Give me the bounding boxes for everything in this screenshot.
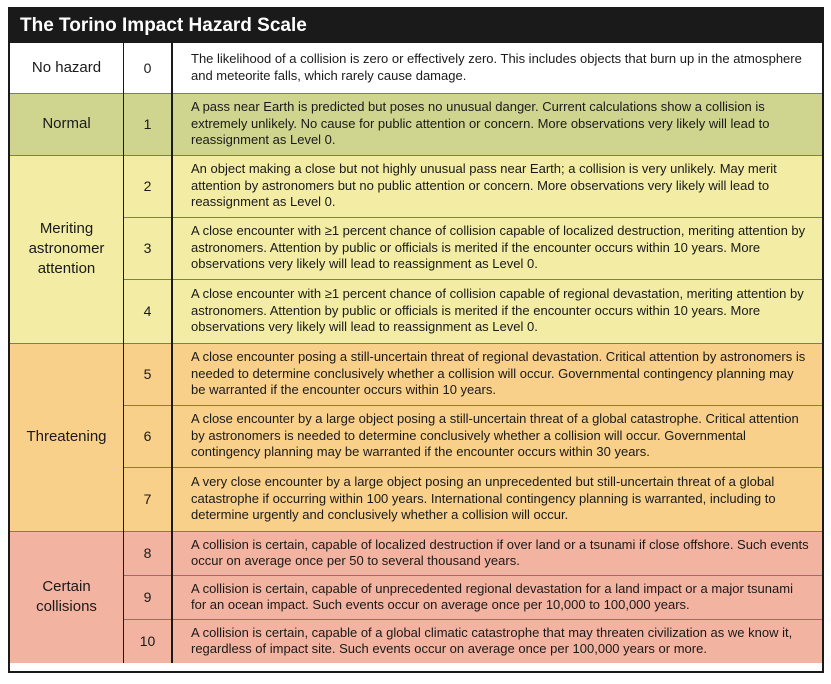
torino-scale-table (10, 43, 822, 663)
table-row-level-3 (10, 217, 822, 279)
level-description: A collision is certain, capable of localized destruction if over land or a tsunami if close offshore. Such events occur on average once per 50 to several thousand years. (172, 531, 822, 575)
table-row-level-1 (10, 93, 822, 155)
level-description: A close encounter posing a still-uncertain threat of regional devastation. Critical attention by astronomers is needed to determine conclusively whether a collision will occur. Governmental contingency planning may be warranted if the encounter occurs within 10 years. (172, 343, 822, 405)
level-number: 6 (124, 405, 173, 467)
category-threatening: Threatening (10, 343, 124, 531)
table-row-level-10 (10, 619, 822, 663)
table-row-level-5 (10, 343, 822, 405)
category-no-hazard: No hazard (10, 43, 124, 93)
level-description: An object making a close but not highly unusual pass near Earth; a collision is very unlikely. May merit attention by astronomers but no public attention or concern. More observations very likely will lead to reassignment as Level 0. (172, 155, 822, 217)
level-description: A close encounter by a large object posing a still-uncertain threat of a global catastrophe. Critical attention by astronomers is needed to determine conclusively whether a collision will occur. Governmental contingency planning may be warranted if the encounter occurs within 30 years. (172, 405, 822, 467)
level-description: A collision is certain, capable of unprecedented regional devastation for a land impact or a major tsunami for an ocean impact. Such events occur on average once per 10,000 to 100,000 years. (172, 575, 822, 619)
level-number: 7 (124, 467, 173, 531)
table-row-level-7 (10, 467, 822, 531)
torino-scale-table-frame (8, 7, 824, 673)
level-description: A collision is certain, capable of a global climatic catastrophe that may threaten civilization as we know it, regardless of impact site. Such events occur on average once per 100,000 years or more. (172, 619, 822, 663)
level-number: 5 (124, 343, 173, 405)
level-number: 8 (124, 531, 173, 575)
level-description: A close encounter with ≥1 percent chance of collision capable of localized destruction, meriting attention by astronomers. Attention by public or officials is merited if the encounter occurs within 10 years. More observations very likely will lead to reassignment as Level 0. (172, 217, 822, 279)
level-description: A close encounter with ≥1 percent chance of collision capable of regional devastation, meriting attention by astronomers. Attention by public or officials is merited if the encounter occurs within 10 years. More observations very likely will lead to reassignment as Level 0. (172, 279, 822, 343)
level-number: 0 (124, 43, 173, 93)
table-row-level-2 (10, 155, 822, 217)
level-number: 4 (124, 279, 173, 343)
level-description: A very close encounter by a large object posing an unprecedented but still-uncertain threat of a global catastrophe if occurring within 100 years. International contingency planning is warranted, including to determine urgently and conclusively whether a collision will occur. (172, 467, 822, 531)
category-certain-collisions: Certain collisions (10, 531, 124, 663)
table-row-level-0 (10, 43, 822, 93)
level-number: 3 (124, 217, 173, 279)
level-number: 1 (124, 93, 173, 155)
table-row-level-9 (10, 575, 822, 619)
table-row-level-8 (10, 531, 822, 575)
category-normal: Normal (10, 93, 124, 155)
table-row-level-6 (10, 405, 822, 467)
level-number: 9 (124, 575, 173, 619)
level-description: A pass near Earth is predicted but poses no unusual danger. Current calculations show a collision is extremely unlikely. No cause for public attention or concern. More observations very likely will lead to reassignment as Level 0. (172, 93, 822, 155)
level-number: 2 (124, 155, 173, 217)
level-description: The likelihood of a collision is zero or effectively zero. This includes objects that burn up in the atmosphere and meteorite falls, which rarely cause damage. (191, 51, 802, 83)
level-number: 10 (124, 619, 173, 663)
table-row-level-4 (10, 279, 822, 343)
page-title: The Torino Impact Hazard Scale (10, 9, 822, 43)
category-meriting-attention: Meriting astronomer attention (10, 155, 124, 343)
